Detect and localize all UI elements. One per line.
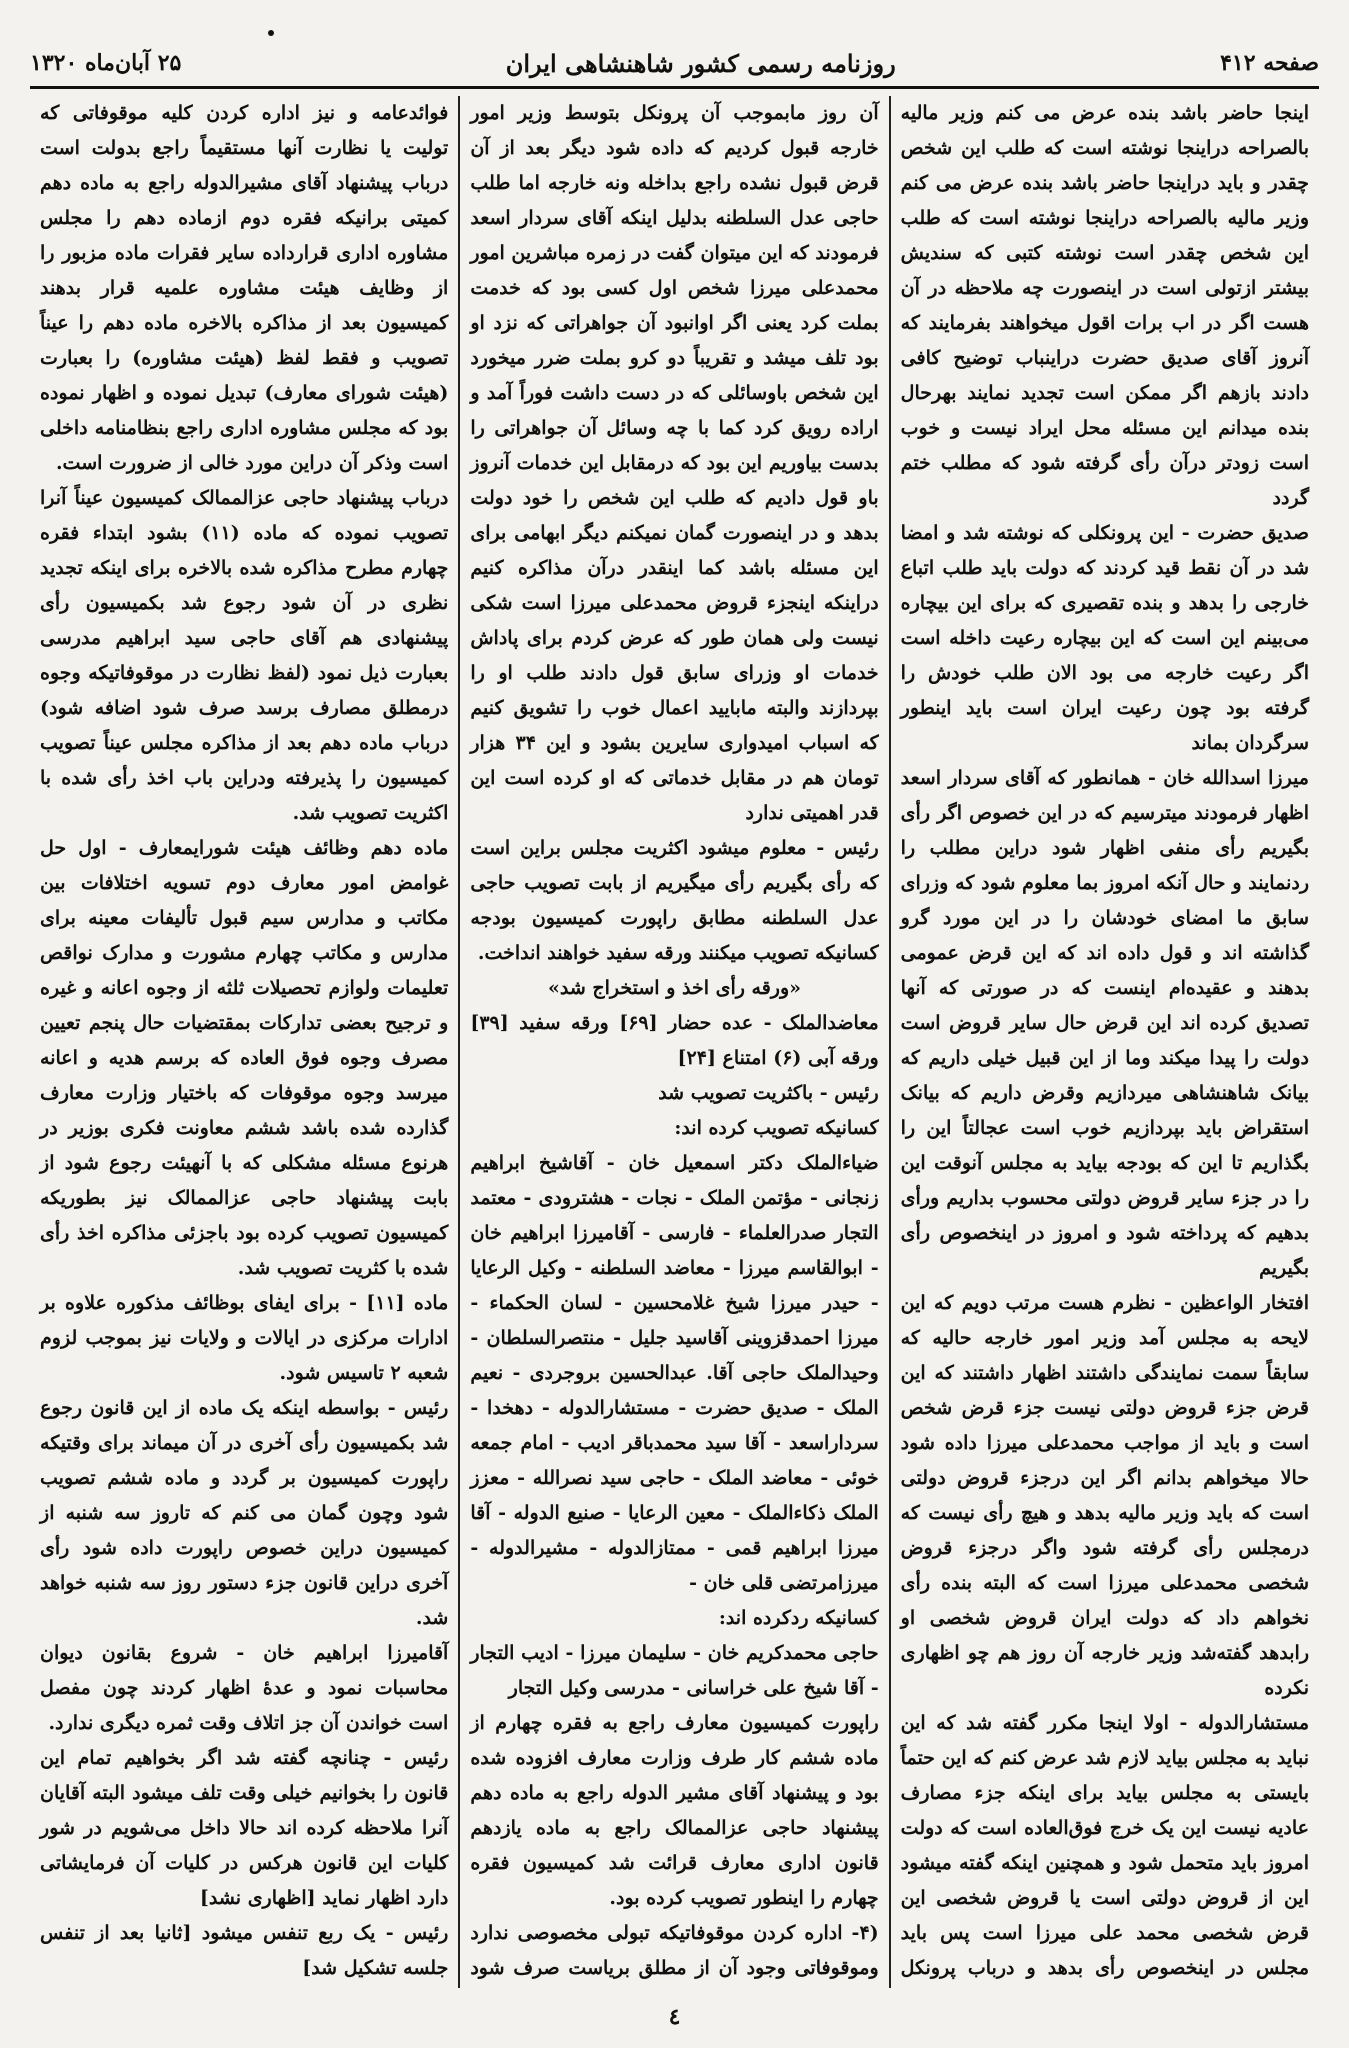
paragraph: کسانیکه ردکرده اند: (718, 1607, 879, 1629)
paragraph: رئیس - معلوم میشود اکثریت مجلس براین است که رأی بگیریم رأی میگیریم از بابت تصویب حاجی عدل السلطنه مطابق راپورت کمیسیون بودجه کسانیکه تصویب میکنند ورقه سفید خواهند انداخت. (470, 837, 879, 964)
issue-date: ۲۵ آبان‌ماه ۱۳۲۰ (30, 50, 182, 76)
article-columns (30, 96, 1319, 1988)
page-number: ٤ (668, 2004, 681, 2030)
paragraph: اینجا حاضر باشد بنده عرض می کنم وزیر مالیه بالصراحه دراینجا نوشته است که طلب این شخص چقدر و باید دراینجا حاضر باشد بنده عرض می کنم وزیر مالیه بالصراحه دراینجا نوشته است که طلب این شخص چقدر است نوشته کتبی که سندیش بیشتر ازتولی است در اینصورت چه ملاحظه در آن هست اگر در اب برات اقول میخواهند بفرمایند که آنروز آقای صدیق حضرت دراینباب توضیح کافی دادند بازهم اگر ممکن است تجدید نمایند بهرحال بنده میدانم این مسئله محل ایراد نیست و خوب است زودتر درآن رأی گرفته شود که مطلب ختم گردد (900, 102, 1309, 509)
paragraph: آقامیرزا ابراهیم خان - شروع بقانون دیوان محاسبات نمود و عدهٔ اظهار کردند چون مفصل است خواندن آن جز اتلاف وقت ثمره دیگری ندارد. (40, 1642, 449, 1734)
paragraph: میرزا اسدالله خان - همانطور که آقای سردار اسعد اظهار فرمودند میترسیم که در این خصوص اگر رأی بگیریم رأی منفی اظهار شود دراین مطلب را ردنمایند و حال آنکه امروز بما معلوم شود که وزرای سابق ما امضای خودشان را در این مورد گرو گذاشته اند و قول داده اند که این قرض عمومی بدهند و عقیده‌ام اینست که در صورتی که آنها تصدیق کرده اند این قرض حال سایر قروض است دولت را پیدا میکند وما از این قبیل خیلی داریم که بیانک شاهنشاهی میردازیم وقرض داریم که بیانک استقراض باید بپردازیم خوب است عجالتاً این را بگذاریم تا این که بودجه بیاید به مجلس آنوقت این را در جزء سایر قروض دولتی محسوب بداریم ورأی بدهیم که پرداخته شود و امروز در اینخصوص رأی بگیریم (900, 767, 1309, 1279)
paragraph: ماده [۱۱] - برای ایفای بوظائف مذکوره علاوه بر ادارات مرکزی در ایالات و ولایات نیز بموجب لزوم شعبه ۲ تاسیس شود. (40, 1292, 449, 1384)
column-right (891, 96, 1319, 1988)
paragraph: فوائدعامه و نیز اداره کردن کلیه موقوفاتی که تولیت یا نظارت آنها مستقیماً راجع بدولت است درباب پیشنهاد آقای مشیرالدوله راجع به ماده دهم کمیتی برانیکه فقره دوم ازماده دهم را مجلس مشاوره اداری قرارداده سایر فقرات ماده مزبور را از وظایف هیئت مشاوره علمیه قرار بدهند کمیسیون بعد از مذاکره بالاخره ماده دهم را عیناً تصویب و فقط لفظ (هیئت مشاوره) را بعبارت (هیئت شورای معارف) تبدیل نموده و اظهار نموده بود که مجلس مشاوره اداری راجع بنظامنامه داخلی است وذکر آن دراین مورد خالی از ضرورت است. (40, 102, 449, 474)
paragraph: معاضدالملک - عده حضار [۶۹] ورقه سفید [۳۹] ورقه آبی (۶) امتناع [۲۴] (470, 1012, 879, 1069)
paragraph: مستشارالدوله - اولا اینجا مکرر گفته شد که این نباید به مجلس بیاید لازم شد عرض کنم که این حتماً بایستی به مجلس بیاید برای اینکه جزء مصارف عادیه نیست این یک خرج فوق‌العاده است که دولت امروز باید متحمل شود و همچنین اینکه گفته میشود این از قروض دولتی است یا قروض شخصی این قرض شخصی محمد علی میرزا است پس باید مجلس در اینخصوص رأی بدهد و درباب پرونکل (900, 1712, 1309, 1979)
paragraph: رئیس - باکثریت تصویب شد (658, 1082, 879, 1104)
page-label: صفحه ۴۱۲ (1220, 50, 1319, 76)
newspaper-title: روزنامه رسمی کشور شاهنشاهی ایران (505, 48, 896, 78)
paragraph: افتخار الواعظین - نظرم هست مرتب دویم که این لایحه به مجلس آمد وزیر امور خارجه حالیه که سابقاً سمت نمایندگی داشتند اظهار داشتند که این قرض جزء قروض دولتی نیست جزء قرض شخص است و باید از مواجب محمدعلی میرزا داده شود حالا میخواهم بدانم اگر این درجزء قروض دولتی است که باید وزیر مالیه بدهد و هیچ رأی نیست که درمجلس رأی گرفته شود واگر درجزء قروض شخصی محمدعلی میرزا است که البته بنده رأی نخواهم داد که دولت ایران قروض شخصی او رابدهد گفته‌شد وزیر خارجه آن روز هم چو اظهاری نکرده (900, 1292, 1309, 1699)
page-header (30, 40, 1319, 89)
paragraph: کسانیکه تصویب کرده اند: (674, 1117, 879, 1139)
paragraph: راپورت کمیسیون معارف راجع به فقره چهارم از ماده ششم کار طرف وزارت معارف افزوده شده بود و پیشنهاد آقای مشیر الدوله راجع به ماده دهم پیشنهاد حاجی عزالممالک راجع به ماده یازدهم قانون اداری معارف قرائت شد کمیسیون فقره چهارم را اینطور تصویب کرده بود. (470, 1712, 879, 1909)
paragraph: درباب پیشنهاد حاجی عزالممالک کمیسیون عیناً آنرا تصویب نموده که ماده (۱۱) بشود ابتداء فقره چهارم مطرح مذاکره شده بالاخره برای اینکه تجدید نظری در آن شود رجوع شد بکمیسیون رأی پیشنهادی هم آقای حاجی سید ابراهیم مدرسی بعبارت ذیل نمود (لفظ نظارت در موقوفاتیکه وجوه درمطلق مصارف برسد صرف شود اضافه شود) درباب ماده دهم بعد از مذاکره مجلس عیناً تصویب کمیسیون را پذیرفته ودراین باب اخذ رأی شده با اکثریت تصویب شد. (40, 487, 449, 824)
paragraph (40, 1986, 448, 1988)
header-dot (268, 30, 274, 36)
paragraph: حاجی محمدکریم خان - سلیمان میرزا - ادیب التجار - آقا شیخ علی خراسانی - مدرسی وکیل التجار (470, 1642, 879, 1699)
paragraph: رئیس - چنانچه گفته شد اگر بخواهیم تمام این قانون را بخوانیم خیلی وقت تلف میشود البته آقایان آنرا ملاحظه کرده اند حالا داخل می‌شویم در شور کلیات این قانون هرکس در کلیات آن فرمایشاتی دارد اظهار نماید [اظهاری نشد] (40, 1747, 449, 1909)
column-left (30, 96, 460, 1988)
paragraph: رئیس - بواسطه اینکه یک ماده از این قانون رجوع شد بکمیسیون رأی آخری در آن میماند برای وقتیکه راپورت کمیسیون بر گردد و ماده ششم تصویب شود وچون گمان می کنم که تاروز سه شنبه از کمیسیون دراین خصوص راپورت داده شود رأی آخری دراین قانون جزء دستور روز سه شنبه خواهد شد. (40, 1397, 449, 1629)
paragraph: آن روز مابموجب آن پرونکل بتوسط وزیر امور خارجه قبول کردیم که داده شود دیگر بعد از آن قرض قبول نشده راجع بداخله ونه خارجه اما طلب حاجی عدل السلطنه بدلیل اینکه آقای سردار اسعد فرمودند که این میتوان گفت در زمره مباشرین امور محمدعلی میرزا شخص اول کسی بود که خدمت بملت کرد یعنی اگر اوانبود آن جواهراتی که نزد او بود تلف میشد و تقریباً دو کرو بملت ضرر میخورد این شخص باوسائلی که در دست داشت فوراً آمد و اراده رویق کرد کما با چه وسائل آن جواهراتی را بدست بیاوریم این بود که درمقابل این خدمات آنروز باو قول دادیم که طلب این شخص را خود دولت بدهد و در اینصورت گمان نمیکنم دیگر ابهامی برای این مسئله باشد کما اینقدر درآن مذاکره کنیم دراینکه اینجزء قروض محمدعلی میرزا است شکی نیست ولی همان طور که عرض کردم برای پاداش خدمات او وزرای سابق قول دادند طلب او را بپردازند والبته مابایید اعمال خوب را تشویق کنیم که اسباب امیدواری سایرین بشود و این ۳۴ هزار تومان هم در مقابل خدماتی که او کرده است این قدر اهمیتی ندارد (470, 102, 879, 824)
paragraph: ماده دهم وظائف هیئت شورایمعارف - اول حل غوامض امور معارف دوم تسویه اختلافات بین مکاتب و مدارس سیم قبول تألیفات معینه برای مدارس و مکاتب چهارم مشورت و مدارک نواقص تعلیمات ولوازم تحصیلات ثلثه از وجوه اعانه و غیره و ترجیح بعضی تدارکات بمقتضیات حال پنجم تعیین مصرف وجوه فوق العاده که برسم هدیه و اعانه میرسد وجوه موقوفات که باختیار وزارت معارف گذارده شده باشد ششم معاونت فکری بوزیر در هرنوع مسئله مشکلی که با آنهیئت رجوع شود از بابت پیشنهاد حاجی عزالممالک نیز بطوریکه کمیسیون تصویب کرده بود باجزئی مذاکره اخذ رأی شده با کثریت تصویب شد. (40, 837, 449, 1279)
paragraph: ضیاءالملک دکتر اسمعیل خان - آقاشیخ ابراهیم زنجانی - مؤتمن الملک - نجات - هشترودی - معتمد التجار صدرالعلماء - فارسی - آقامیرزا ابراهیم خان - ابوالقاسم میرزا - معاضد السلطنه - وکیل الرعایا - حیدر میرزا شیخ غلامحسین - لسان الحکماء - میرزا احمدقزوینی آقاسید جلیل - منتصرالسلطان - وحیدالملک حاجی آقا. عبدالحسین بروجردی - نعیم الملک - صدیق حضرت - مستشارالدوله - دهخدا - سرداراسعد - آقا سید محمدباقر ادیب - امام جمعه خوئی - معاضد الملک - حاجی سید نصرالله - معزز الملک ذکاءالملک - معین الرعایا - صنیع الدوله - آقا میرزا ابراهیم قمی - ممتازالدوله - مشیرالدوله - میرزامرتضی قلی خان - (470, 1152, 879, 1594)
paragraph: صدیق حضرت - این پرونکلی که نوشته شد و امضا شد در آن نقط قید کردند که دولت باید طلب اتباع خارجی را بدهد و بنده تقصیری که برای این بیچاره می‌بینم این است که این بیچاره رعیت داخله است اگر رعیت خارجه می بود الان طلب خودش را گرفته بود چون رعیت ایران است باید اینطور سرگردان بماند (900, 522, 1309, 754)
paragraph: (۴- اداره کردن موقوفاتیکه تبولی مخصوصی ندارد وموقوفاتی وجود آن از مطلق بریاست صرف شود (470, 1922, 879, 1979)
ballot-note: «ورقه رأی اخذ و استخراج شد» (547, 977, 802, 999)
column-middle (460, 96, 890, 1988)
paragraph: رئیس - یک ربع تنفس میشود [ثانیا بعد از تنفس جلسه تشکیل شد] (40, 1922, 449, 1979)
